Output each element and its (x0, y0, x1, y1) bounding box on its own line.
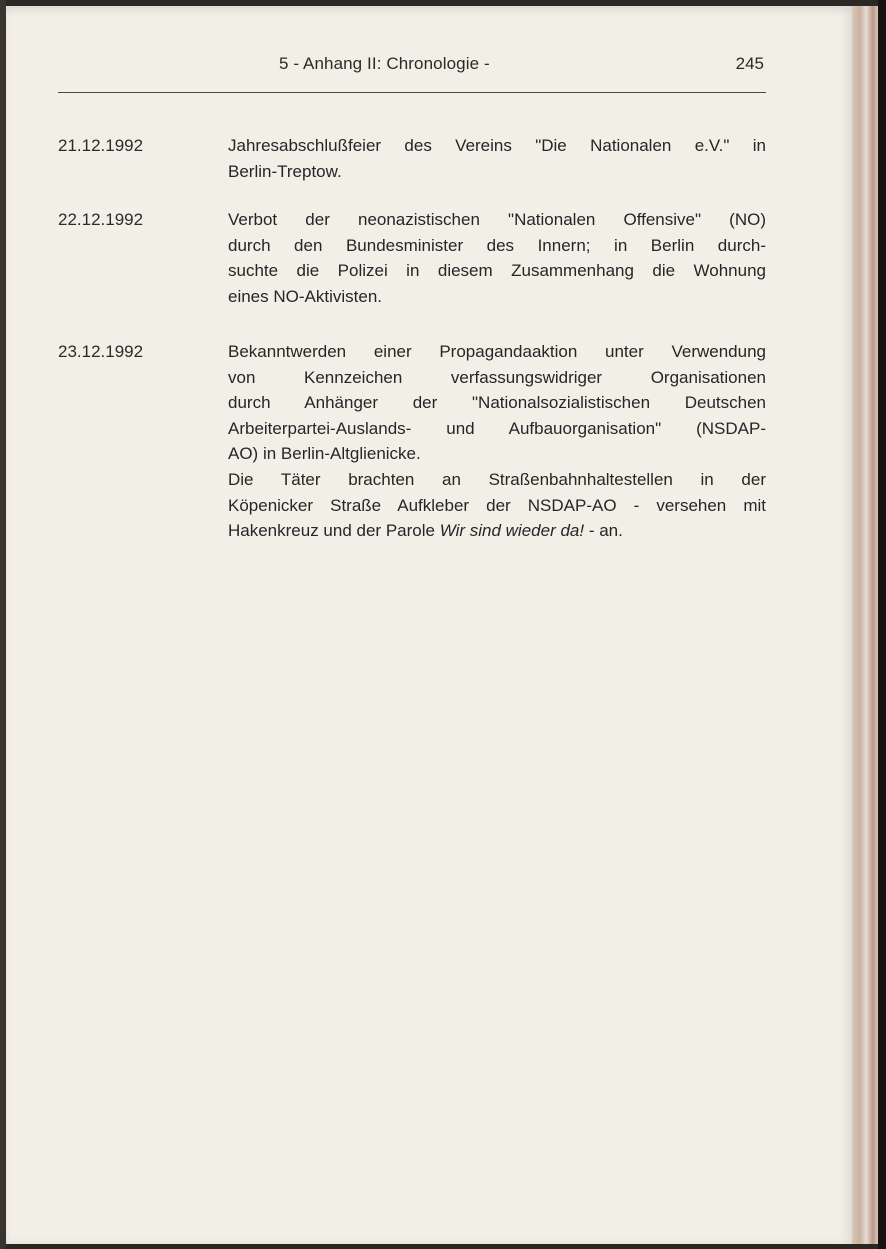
page-edge (852, 6, 878, 1244)
entry-line: Die Täter brachten an Straßenbahnhaltestellen in der (228, 469, 766, 489)
entry-line: Bekanntwerden einer Propagandaaktion unter Verwendung (228, 342, 766, 361)
entry-line: suchte die Polizei in diesem Zusammenhang die Wohnung (228, 261, 766, 281)
entry-text (228, 133, 766, 184)
book-spine (878, 0, 886, 1249)
entry-date: 21.12.1992 (58, 136, 144, 155)
header-rule (58, 92, 766, 93)
entry-line: durch Anhänger der "Nationalsozialistischen Deutschen (228, 393, 766, 413)
entry-date: 23.12.1992 (58, 342, 144, 361)
entry-text (228, 339, 766, 544)
entry-line-text: - an. (584, 521, 623, 541)
entry-line: Arbeiterpartei-Auslands- und Aufbauorganisation" (NSDAP- (228, 418, 766, 438)
entry-date: 22.12.1992 (58, 210, 144, 229)
slogan-italic: Wir sind wieder da! (439, 521, 585, 541)
entry-line: Berlin-Treptow. (228, 161, 342, 181)
chapter-title: 5 - Anhang II: Chronologie - (279, 54, 490, 73)
entry-line: eines NO-Aktivisten. (228, 286, 382, 306)
entry-line: Jahresabschlußfeier des Vereins "Die Nationalen e.V." in (228, 136, 766, 155)
entry-line: Verbot der neonazistischen "Nationalen Offensive" (NO) (228, 210, 766, 229)
entry-line: von Kennzeichen verfassungswidriger Organisationen (228, 367, 766, 387)
entry-line: AO) in Berlin-Altglienicke. (228, 444, 421, 464)
page-header (52, 52, 766, 84)
entry-text (228, 207, 766, 309)
page-number: 245 (735, 54, 764, 73)
entry-line (228, 518, 766, 544)
entry-line-text: Hakenkreuz und der Parole (228, 521, 440, 541)
book-page (6, 6, 852, 1244)
entry-line: Köpenicker Straße Aufkleber der NSDAP-AO - versehen mit (228, 495, 766, 515)
entry-line: durch den Bundesminister des Innern; in Berlin durch- (228, 235, 766, 255)
